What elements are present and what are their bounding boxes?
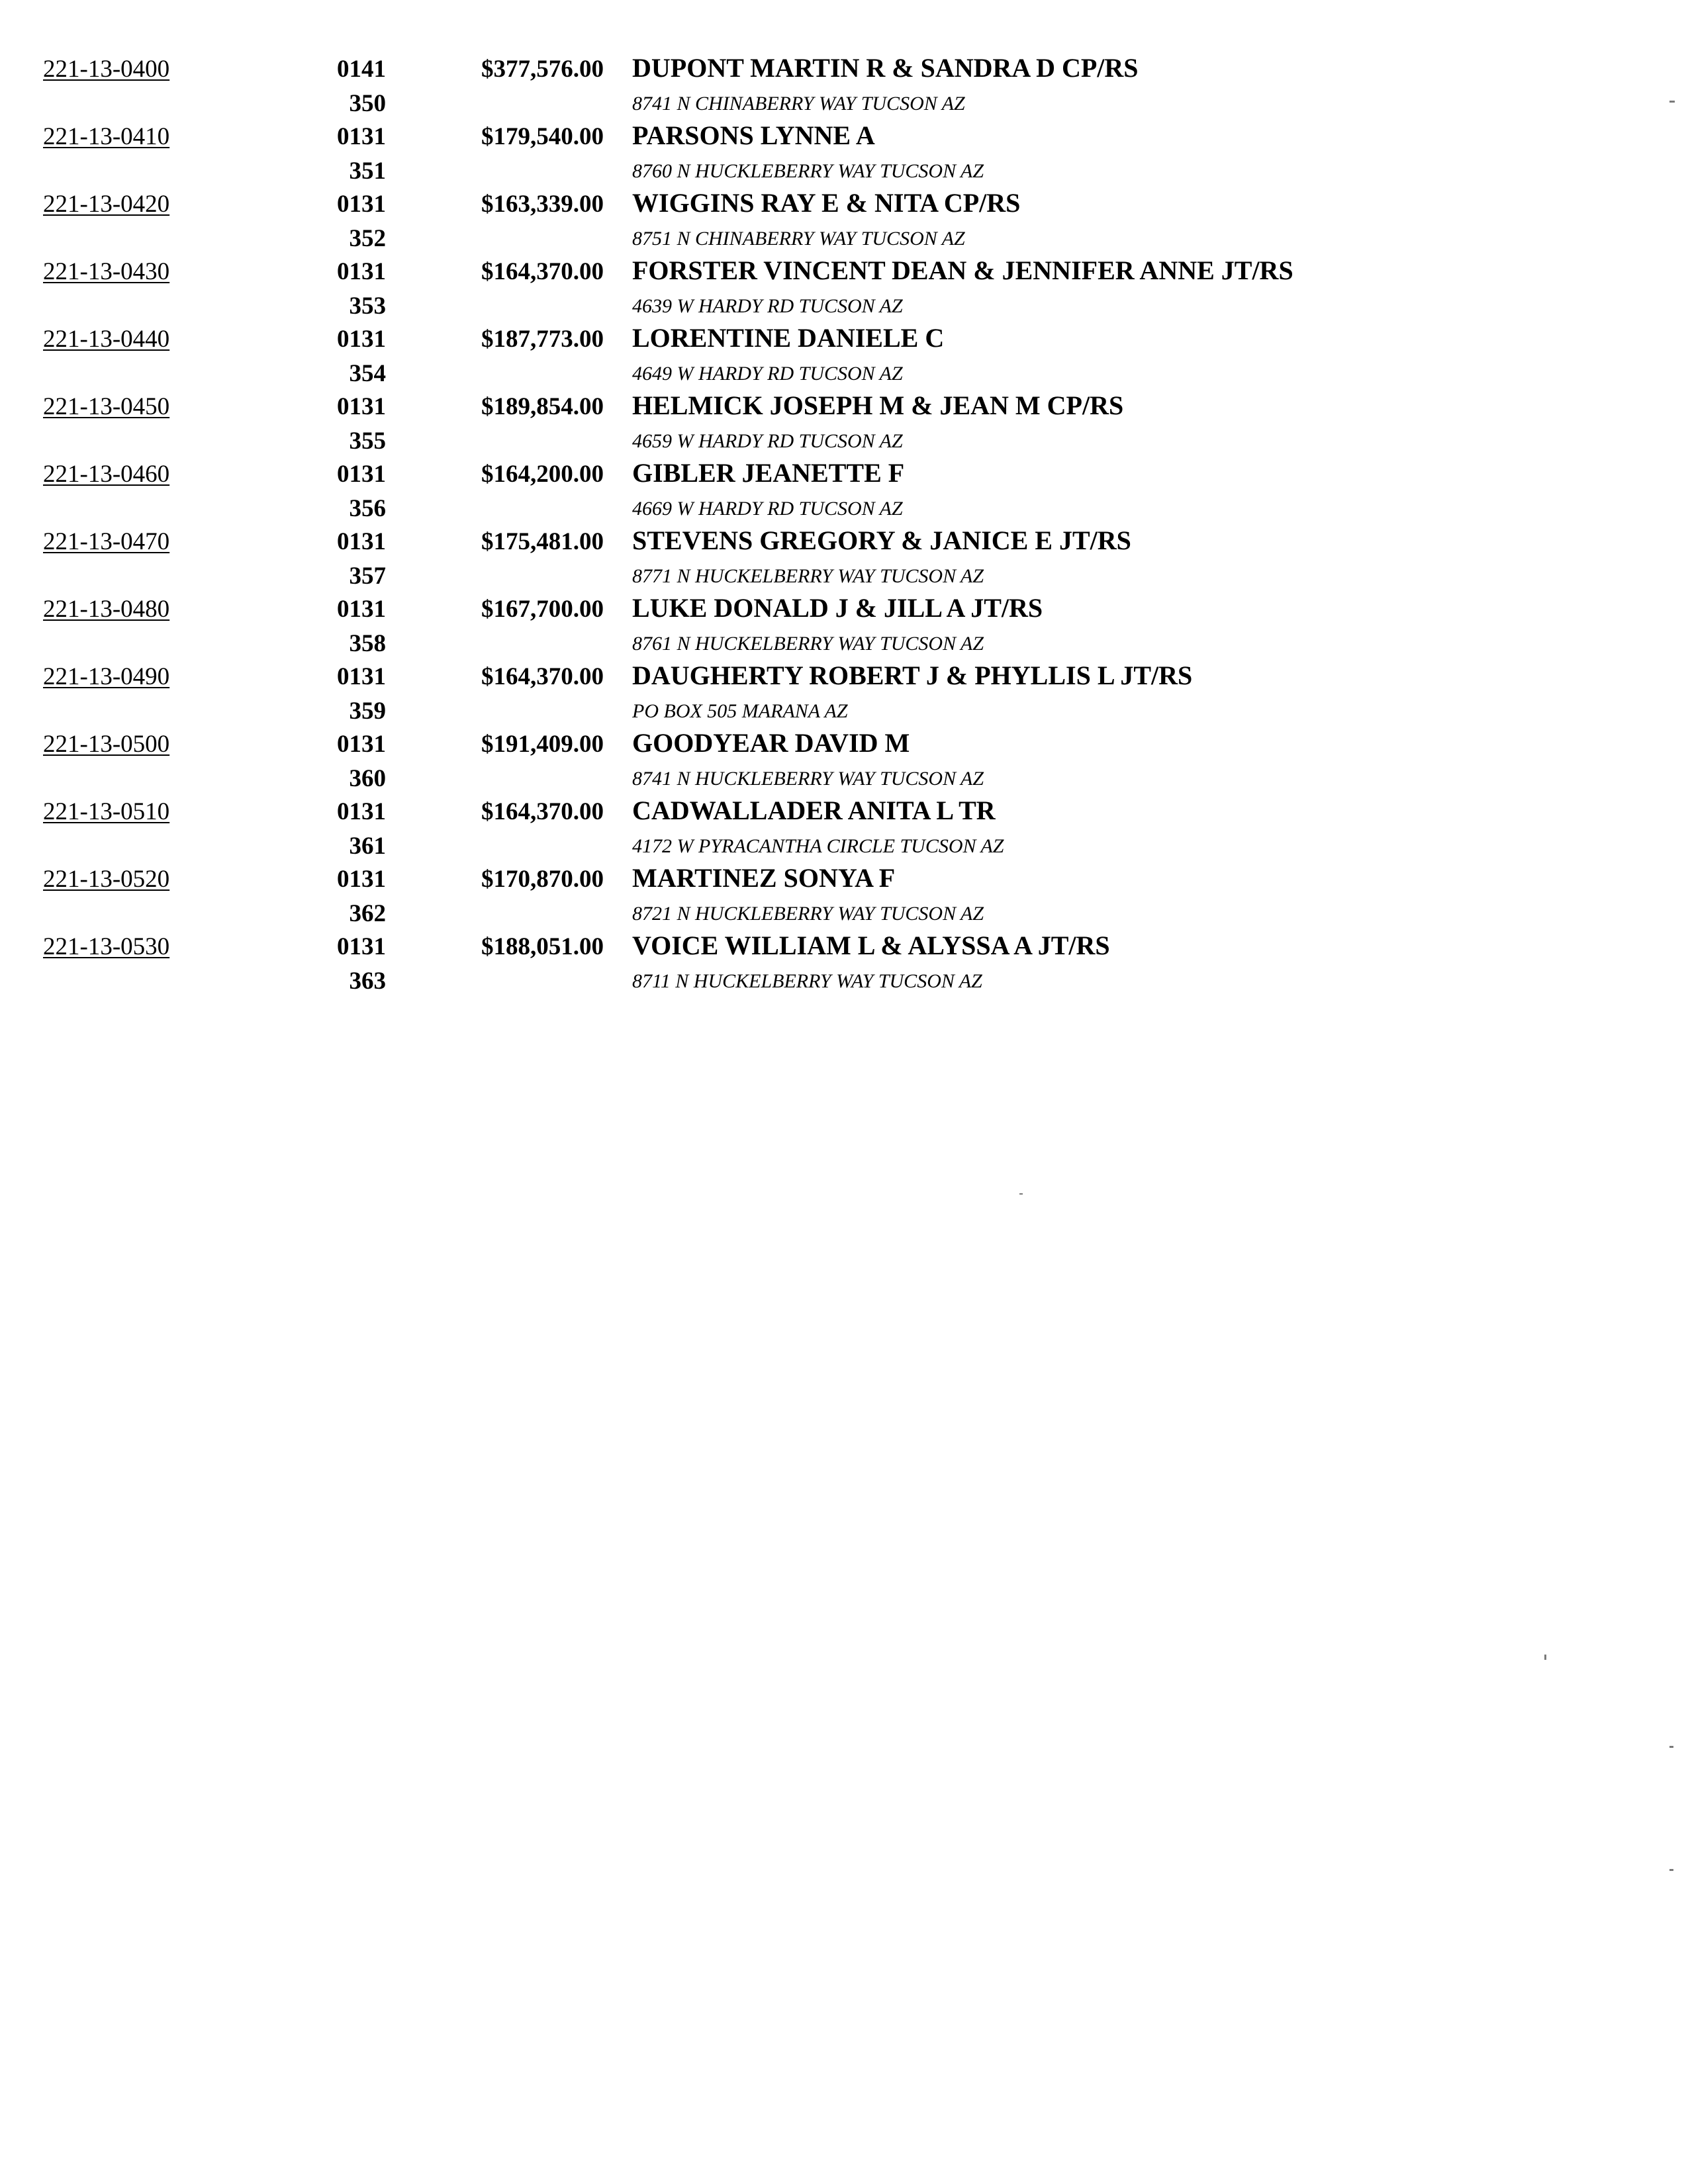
record-row	[0, 793, 1688, 860]
record-row	[0, 658, 1688, 725]
owner-name: STEVENS GREGORY & JANICE E JT/RS	[632, 525, 1131, 555]
owner-name: GOODYEAR DAVID M	[632, 728, 910, 758]
assessed-value: $187,773.00	[481, 326, 604, 353]
record-row	[0, 185, 1688, 253]
scan-speck	[1019, 1193, 1023, 1195]
assessed-value: $189,854.00	[481, 393, 604, 420]
owner-name: VOICE WILLIAM L & ALYSSA A JT/RS	[632, 931, 1110, 960]
record-row	[0, 860, 1688, 928]
owner-address: 4669 W HARDY RD TUCSON AZ	[632, 498, 903, 520]
owner-address: 8771 N HUCKELBERRY WAY TUCSON AZ	[632, 565, 984, 587]
parcel-number: 221-13-0450	[43, 393, 170, 420]
use-code: 0131	[337, 258, 386, 285]
sequence-number: 354	[349, 360, 386, 387]
owner-name: LUKE DONALD J & JILL A JT/RS	[632, 593, 1043, 623]
sequence-number: 363	[349, 968, 386, 995]
owner-address: 4172 W PYRACANTHA CIRCLE TUCSON AZ	[632, 835, 1004, 857]
use-code: 0131	[337, 326, 386, 353]
assessed-value: $170,870.00	[481, 866, 604, 893]
sequence-number: 362	[349, 900, 386, 927]
owner-address: 8711 N HUCKELBERRY WAY TUCSON AZ	[632, 970, 982, 992]
parcel-number: 221-13-0500	[43, 731, 170, 758]
parcel-number: 221-13-0420	[43, 191, 170, 218]
assessed-value: $179,540.00	[481, 123, 604, 150]
assessed-value: $191,409.00	[481, 731, 604, 758]
record-row	[0, 590, 1688, 658]
parcel-number: 221-13-0400	[43, 56, 170, 83]
sequence-number: 355	[349, 428, 386, 455]
sequence-number: 352	[349, 225, 386, 252]
use-code: 0131	[337, 393, 386, 420]
assessed-value: $164,370.00	[481, 258, 604, 285]
record-row	[0, 928, 1688, 995]
use-code: 0131	[337, 866, 386, 893]
parcel-number: 221-13-0460	[43, 461, 170, 488]
sequence-number: 361	[349, 833, 386, 860]
assessed-value: $377,576.00	[481, 56, 604, 83]
use-code: 0131	[337, 933, 386, 960]
assessed-value: $167,700.00	[481, 596, 604, 623]
owner-address: 4659 W HARDY RD TUCSON AZ	[632, 430, 903, 452]
assessed-value: $164,370.00	[481, 798, 604, 825]
sequence-number: 358	[349, 630, 386, 657]
record-row	[0, 50, 1688, 118]
record-row	[0, 455, 1688, 523]
assessed-value: $175,481.00	[481, 528, 604, 555]
owner-address: 8721 N HUCKLEBERRY WAY TUCSON AZ	[632, 903, 984, 925]
owner-address: 4649 W HARDY RD TUCSON AZ	[632, 363, 903, 385]
scan-speck	[1669, 1746, 1673, 1748]
parcel-records-list	[0, 50, 1688, 995]
sequence-number: 353	[349, 293, 386, 320]
use-code: 0131	[337, 123, 386, 150]
parcel-number: 221-13-0490	[43, 663, 170, 690]
sequence-number: 351	[349, 158, 386, 185]
sequence-number: 357	[349, 563, 386, 590]
assessed-value: $164,370.00	[481, 663, 604, 690]
record-row	[0, 523, 1688, 590]
record-row	[0, 118, 1688, 185]
parcel-number: 221-13-0520	[43, 866, 170, 893]
parcel-number: 221-13-0470	[43, 528, 170, 555]
owner-address: 8760 N HUCKLEBERRY WAY TUCSON AZ	[632, 160, 984, 182]
owner-name: PARSONS LYNNE A	[632, 120, 875, 150]
owner-address: 8741 N CHINABERRY WAY TUCSON AZ	[632, 93, 965, 114]
owner-name: DUPONT MARTIN R & SANDRA D CP/RS	[632, 53, 1139, 83]
sequence-number: 360	[349, 765, 386, 792]
owner-name: DAUGHERTY ROBERT J & PHYLLIS L JT/RS	[632, 660, 1193, 690]
parcel-number: 221-13-0410	[43, 123, 170, 150]
record-row	[0, 320, 1688, 388]
use-code: 0131	[337, 798, 386, 825]
sequence-number: 350	[349, 90, 386, 117]
owner-name: LORENTINE DANIELE C	[632, 323, 945, 353]
owner-address: PO BOX 505 MARANA AZ	[632, 700, 848, 722]
use-code: 0141	[337, 56, 386, 83]
use-code: 0131	[337, 731, 386, 758]
owner-name: MARTINEZ SONYA F	[632, 863, 896, 893]
use-code: 0131	[337, 191, 386, 218]
record-row	[0, 388, 1688, 455]
owner-name: FORSTER VINCENT DEAN & JENNIFER ANNE JT/RS	[632, 255, 1293, 285]
owner-name: HELMICK JOSEPH M & JEAN M CP/RS	[632, 390, 1124, 420]
owner-address: 8751 N CHINABERRY WAY TUCSON AZ	[632, 228, 965, 250]
record-row	[0, 253, 1688, 320]
owner-name: GIBLER JEANETTE F	[632, 458, 905, 488]
owner-name: WIGGINS RAY E & NITA CP/RS	[632, 188, 1021, 218]
sequence-number: 359	[349, 698, 386, 725]
use-code: 0131	[337, 528, 386, 555]
use-code: 0131	[337, 663, 386, 690]
parcel-number: 221-13-0480	[43, 596, 170, 623]
scan-speck	[1669, 1869, 1673, 1871]
parcel-number: 221-13-0510	[43, 798, 170, 825]
owner-address: 8741 N HUCKLEBERRY WAY TUCSON AZ	[632, 768, 984, 790]
use-code: 0131	[337, 596, 386, 623]
assessed-value: $188,051.00	[481, 933, 604, 960]
sequence-number: 356	[349, 495, 386, 522]
assessed-value: $164,200.00	[481, 461, 604, 488]
record-row	[0, 725, 1688, 793]
scan-speck	[1544, 1655, 1546, 1660]
assessed-value: $163,339.00	[481, 191, 604, 218]
owner-address: 4639 W HARDY RD TUCSON AZ	[632, 295, 903, 317]
use-code: 0131	[337, 461, 386, 488]
scan-speck	[1669, 101, 1675, 103]
parcel-number: 221-13-0440	[43, 326, 170, 353]
parcel-number: 221-13-0530	[43, 933, 170, 960]
owner-address: 8761 N HUCKELBERRY WAY TUCSON AZ	[632, 633, 984, 655]
parcel-number: 221-13-0430	[43, 258, 170, 285]
owner-name: CADWALLADER ANITA L TR	[632, 796, 996, 825]
